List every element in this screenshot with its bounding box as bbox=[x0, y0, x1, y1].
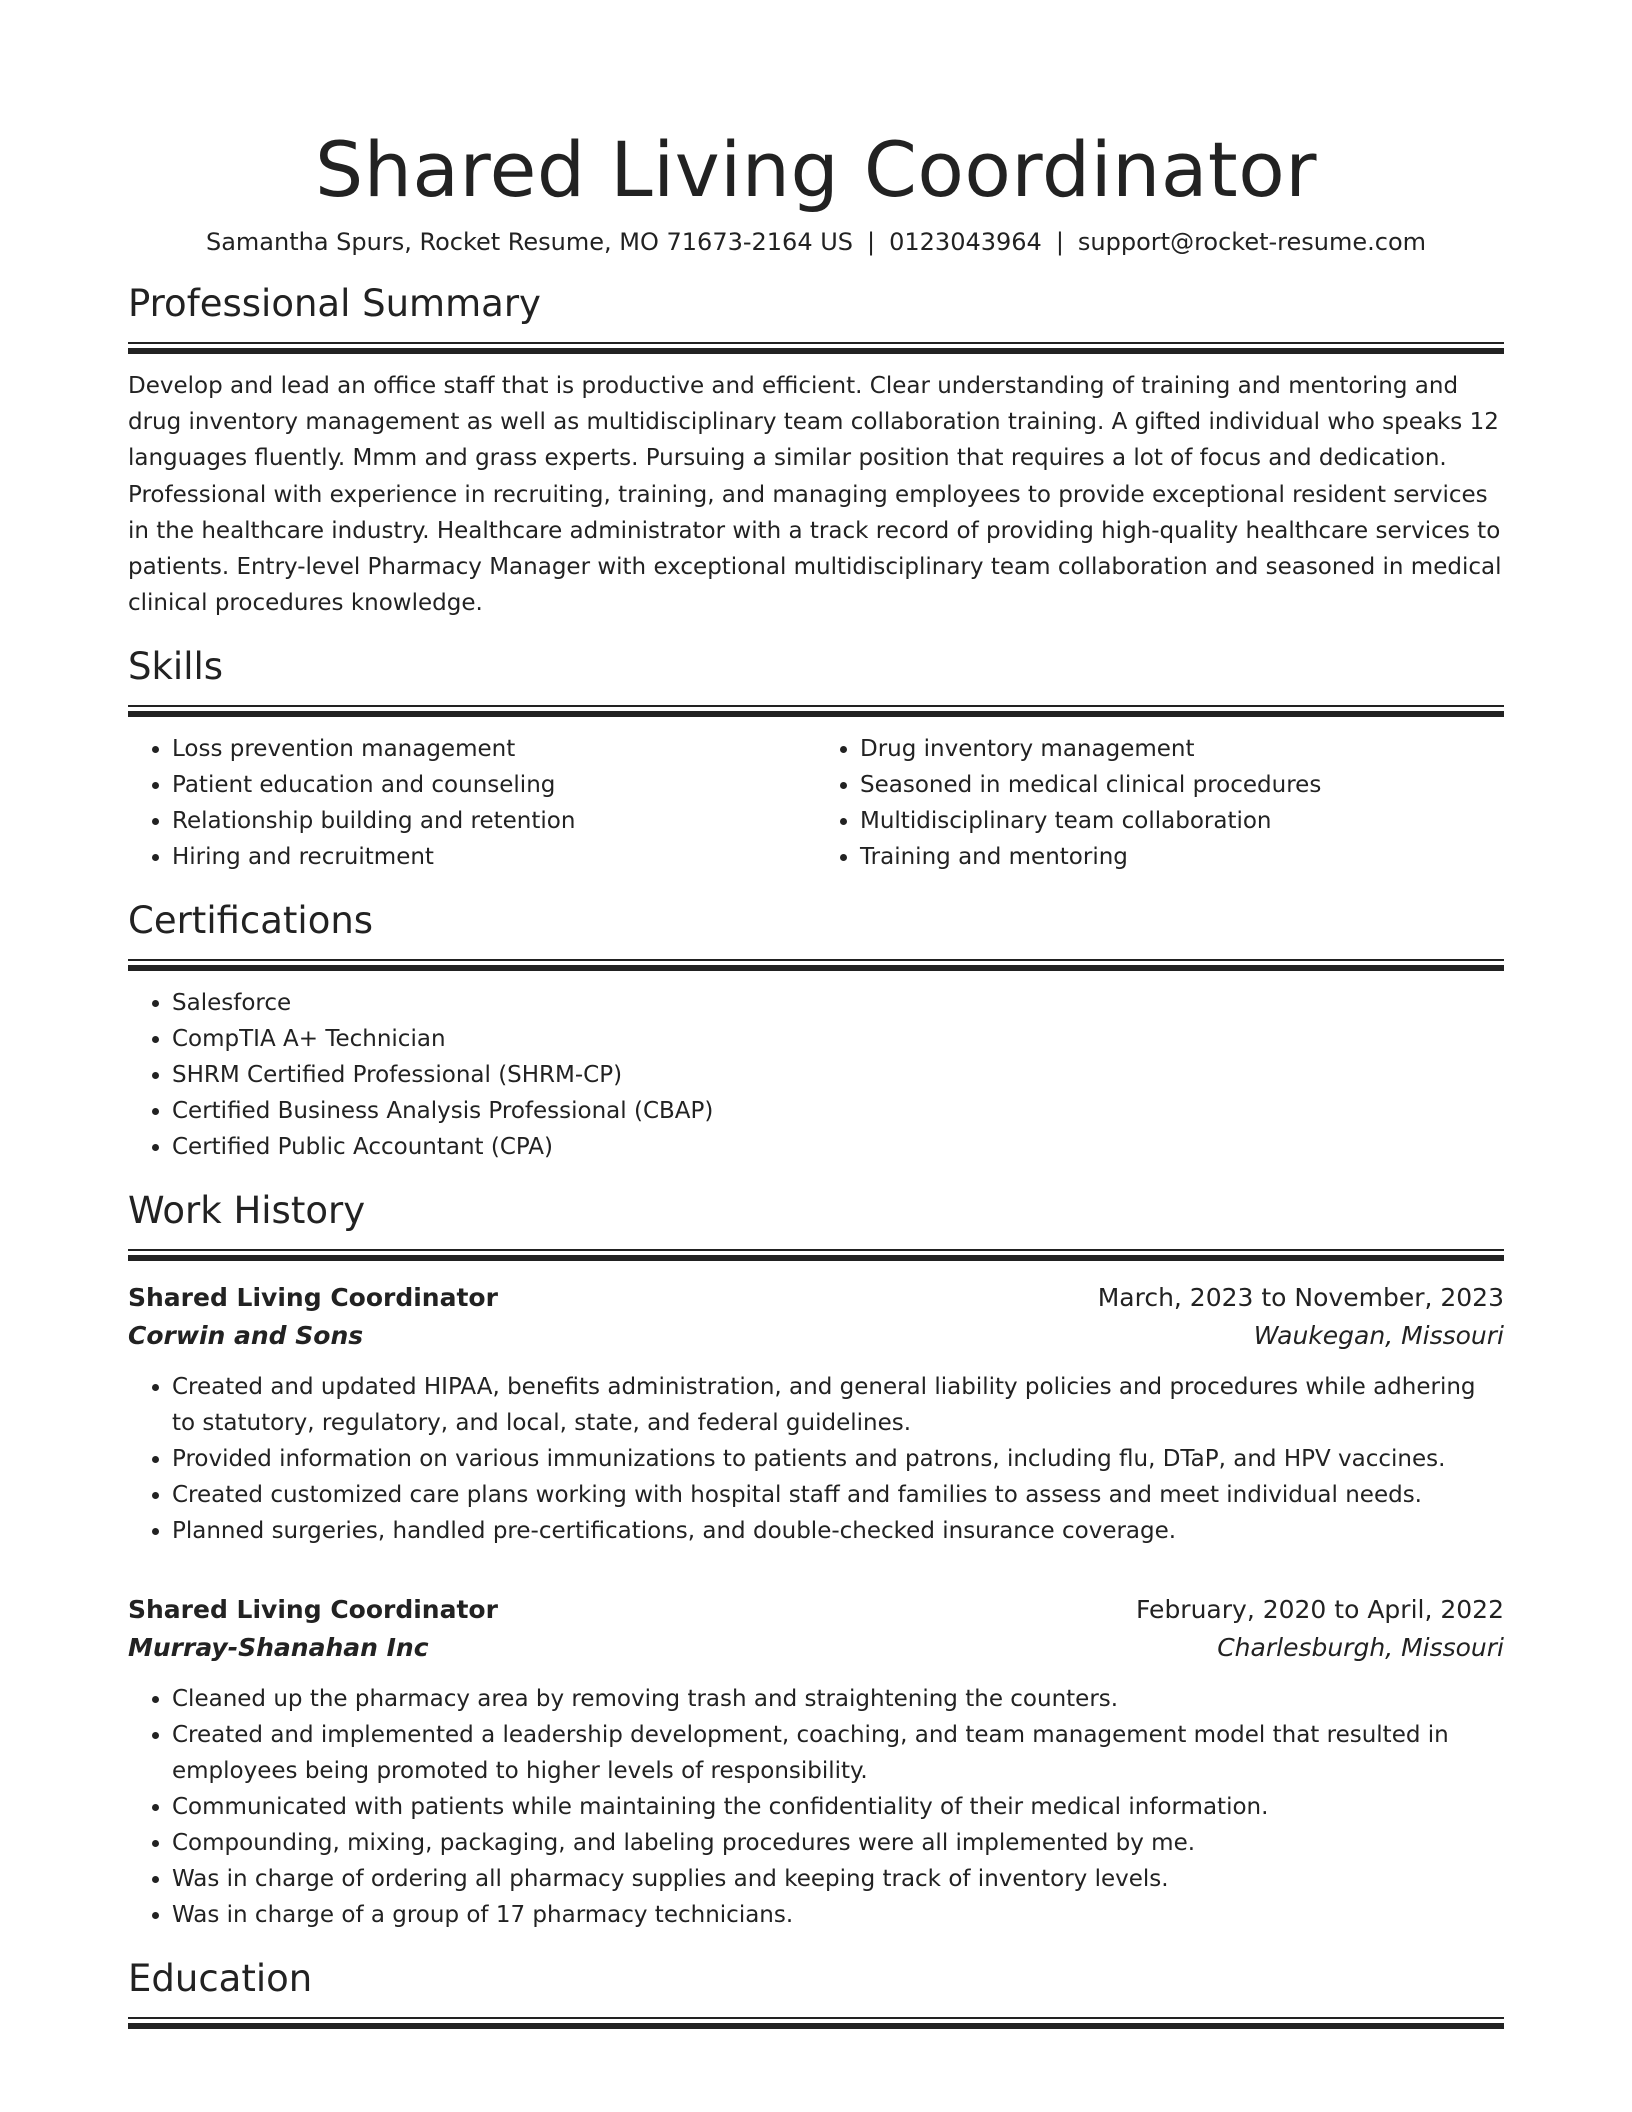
skill-item: • Hiring and recruitment bbox=[172, 839, 816, 875]
section-title-education: Education bbox=[128, 1957, 313, 2001]
contact-separator: | bbox=[867, 228, 876, 256]
section-divider bbox=[128, 1249, 1504, 1261]
certification-item: • Certified Business Analysis Professional (CBAP) bbox=[172, 1093, 1504, 1129]
job-bullet: • Created and implemented a leadership development, coaching, and team management model that resulted in employees being promoted to higher levels of responsibility. bbox=[172, 1717, 1504, 1789]
contact-email: support@rocket-resume.com bbox=[1077, 228, 1427, 256]
skill-item: • Training and mentoring bbox=[860, 839, 1504, 875]
certifications-list bbox=[128, 985, 1504, 1165]
job-location: Charlesburgh, Missouri bbox=[1217, 1633, 1504, 1663]
certification-item: • Certified Public Accountant (CPA) bbox=[172, 1129, 1504, 1165]
certification-item: • SHRM Certified Professional (SHRM-CP) bbox=[172, 1057, 1504, 1093]
education-section bbox=[128, 1955, 1504, 2029]
job-header-row bbox=[128, 1591, 1504, 1629]
section-divider bbox=[128, 342, 1504, 354]
skill-item: • Multidisciplinary team collaboration bbox=[860, 803, 1504, 839]
job-header-row bbox=[128, 1279, 1504, 1317]
job-subheader-row bbox=[128, 1629, 1504, 1667]
work-history-section bbox=[128, 1187, 1504, 1933]
skill-item: • Drug inventory management bbox=[860, 731, 1504, 767]
section-title-skills: Skills bbox=[128, 645, 224, 689]
job-bullets bbox=[128, 1369, 1504, 1549]
job-bullet: • Provided information on various immunizations to patients and patrons, including flu, DTaP, and HPV vaccines. bbox=[172, 1441, 1504, 1477]
skill-item: • Seasoned in medical clinical procedures bbox=[860, 767, 1504, 803]
job-bullet: • Created customized care plans working with hospital staff and families to assess and meet individual needs. bbox=[172, 1477, 1504, 1513]
job-bullet: • Planned surgeries, handled pre-certifications, and double-checked insurance coverage. bbox=[172, 1513, 1504, 1549]
job-location: Waukegan, Missouri bbox=[1253, 1321, 1504, 1351]
section-title-certifications: Certifications bbox=[128, 899, 374, 943]
job-title: Shared Living Coordinator bbox=[128, 1595, 498, 1625]
job-dates: March, 2023 to November, 2023 bbox=[1097, 1283, 1504, 1313]
skills-columns bbox=[128, 731, 1504, 875]
skill-item: • Loss prevention management bbox=[172, 731, 816, 767]
job-bullet: • Was in charge of a group of 17 pharmacy technicians. bbox=[172, 1897, 1504, 1933]
certification-item: • Salesforce bbox=[172, 985, 1504, 1021]
job-company: Corwin and Sons bbox=[128, 1321, 364, 1351]
section-divider bbox=[128, 705, 1504, 717]
section-title-summary: Professional Summary bbox=[128, 282, 541, 325]
contact-phone: 0123043964 bbox=[889, 228, 1042, 256]
job-title: Shared Living Coordinator bbox=[128, 1283, 498, 1313]
certifications-section bbox=[128, 897, 1504, 1165]
contact-address: Samantha Spurs, Rocket Resume, MO 71673-2164 US bbox=[205, 228, 854, 256]
job-bullets bbox=[128, 1681, 1504, 1933]
contact-line bbox=[128, 226, 1504, 258]
resume-page bbox=[128, 0, 1504, 2029]
skills-section bbox=[128, 643, 1504, 875]
section-divider bbox=[128, 2017, 1504, 2029]
contact-separator: | bbox=[1055, 228, 1064, 256]
summary-text: Develop and lead an office staff that is productive and efficient. Clear understanding of training and mentoring and drug inventory management as well as multidisciplinary team collaboration training. A gifted individual who speaks 12 languages fluently. Mmm and grass experts. Pursuing a similar position that requires a lot of focus and dedication. Professional with experience in recruiting, training, and managing employees to provide exceptional resident services in the healthcare industry. Healthcare administrator with a track record of providing high-quality healthcare services to patients. Entry-level Pharmacy Manager with exceptional multidisciplinary team collaboration and seasoned in medical clinical procedures knowledge. bbox=[128, 373, 1502, 617]
job-entry bbox=[128, 1591, 1504, 1933]
job-bullet: • Communicated with patients while maintaining the confidentiality of their medical information. bbox=[172, 1789, 1504, 1825]
job-subheader-row bbox=[128, 1317, 1504, 1355]
certification-item: • CompTIA A+ Technician bbox=[172, 1021, 1504, 1057]
job-entry bbox=[128, 1279, 1504, 1549]
skill-item: • Patient education and counseling bbox=[172, 767, 816, 803]
job-dates: February, 2020 to April, 2022 bbox=[1136, 1595, 1504, 1625]
section-title-work-history: Work History bbox=[128, 1189, 366, 1233]
skills-list-left bbox=[128, 731, 816, 875]
job-bullet: • Was in charge of ordering all pharmacy supplies and keeping track of inventory levels. bbox=[172, 1861, 1504, 1897]
job-bullet: • Created and updated HIPAA, benefits administration, and general liability policies and procedures while adhering to statutory, regulatory, and local, state, and federal guidelines. bbox=[172, 1369, 1504, 1441]
skill-item: • Relationship building and retention bbox=[172, 803, 816, 839]
section-divider bbox=[128, 959, 1504, 971]
job-bullet: • Cleaned up the pharmacy area by removing trash and straightening the counters. bbox=[172, 1681, 1504, 1717]
resume-name: Shared Living Coordinator bbox=[315, 125, 1317, 214]
job-bullet: • Compounding, mixing, packaging, and labeling procedures were all implemented by me. bbox=[172, 1825, 1504, 1861]
summary-section bbox=[128, 280, 1504, 621]
skills-list-right bbox=[816, 731, 1504, 875]
job-company: Murray-Shanahan Inc bbox=[128, 1633, 429, 1663]
